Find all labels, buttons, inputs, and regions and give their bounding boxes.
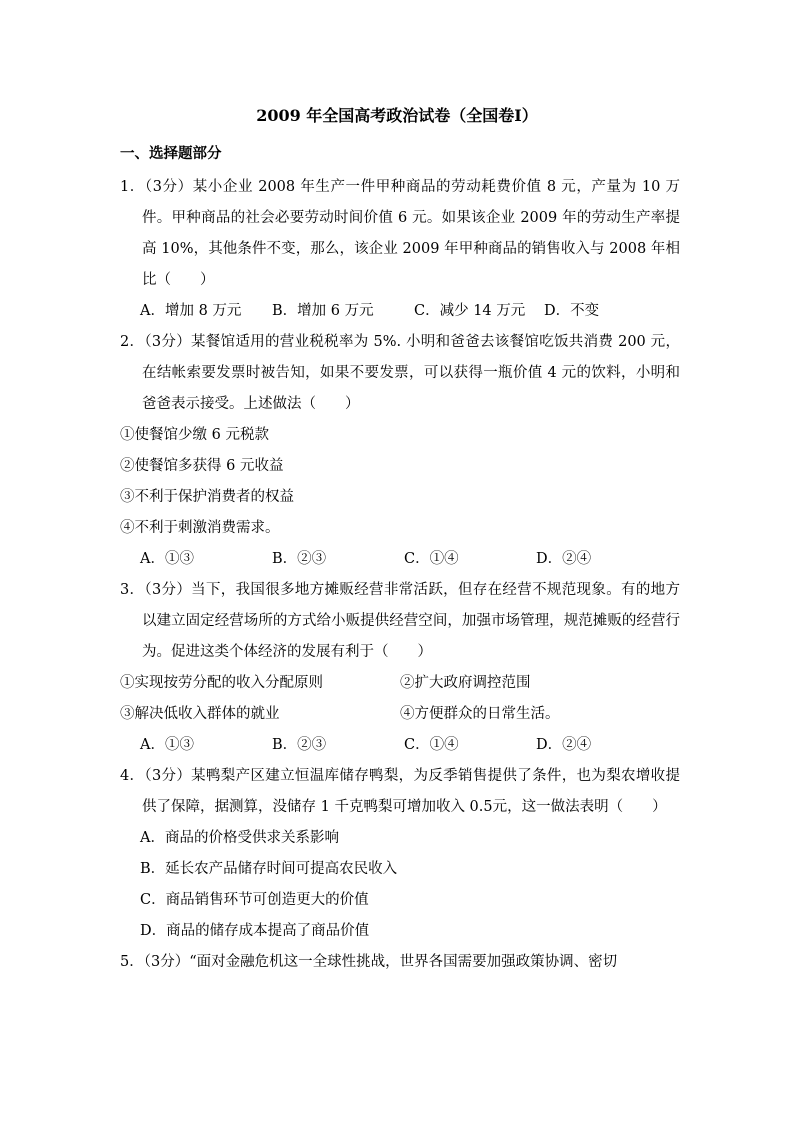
question-3-stem: 3．（3分）当下，我国很多地方摊贩经营非常活跃，但存在经营不规范现象。有的地方以建立固定经营场所的方式给小贩提供经营空间，加强市场管理，规范摊贩的经营行为。促进这类个体经济的发展有利于（ ） xyxy=(120,582,680,660)
option-b: B．延长农产品储存时间可提高农民收入 xyxy=(140,861,398,877)
option-b: B．②③ xyxy=(272,551,327,567)
option-b: B．②③ xyxy=(272,737,327,753)
option-c: C．商品销售环节可创造更大的价值 xyxy=(140,892,369,908)
option-d: D．②④ xyxy=(536,737,592,753)
question-1-stem: 1．（3分）某小企业 2008 年生产一件甲种商品的劳动耗费价值 8 元，产量为 10 万件。甲种商品的社会必要劳动时间价值 6 元。如果该企业 2009 年的劳动生产率提高 10%，其他条件不变，那么，该企业 2009 年甲种商品的销售收入与 2008 年相比（ ） xyxy=(120,179,680,288)
statement-3: ③不利于保护消费者的权益 xyxy=(120,489,294,505)
option-b: B．增加 6 万元 xyxy=(272,303,374,319)
question-2-stem: 2．（3分）某餐馆适用的营业税税率为 5%. 小明和爸爸去该餐馆吃饭共消费 200 元，在结帐索要发票时被告知，如果不要发票，可以获得一瓶价值 4 元的饮料，小明和爸爸表示接受。上述做法（ ） xyxy=(120,334,680,412)
statement-1: ①使餐馆少缴 6 元税款 xyxy=(120,427,269,443)
question-1-options xyxy=(120,296,680,327)
option-d: D．②④ xyxy=(536,551,592,567)
question-list xyxy=(120,172,680,978)
option-d: D．商品的储存成本提高了商品价值 xyxy=(140,923,370,939)
option-a: A．①③ xyxy=(140,551,194,567)
section-heading: 一、选择题部分 xyxy=(120,145,222,162)
statement-row-2 xyxy=(120,699,680,730)
question-2-options xyxy=(120,544,680,575)
option-a: A．商品的价格受供求关系影响 xyxy=(140,830,339,846)
statement-3: ③解决低收入群体的就业 xyxy=(120,706,280,722)
statement-row-1 xyxy=(120,668,680,699)
statement-4: ④不利于刺激消费需求。 xyxy=(120,520,280,536)
option-a: A．①③ xyxy=(140,737,194,753)
option-c: C．①④ xyxy=(404,551,459,567)
statement-4: ④方便群众的日常生活。 xyxy=(400,706,560,722)
option-a: A．增加 8 万元 xyxy=(140,303,242,319)
option-c: C．减少 14 万元 xyxy=(414,303,526,319)
question-3-options xyxy=(120,730,680,761)
statement-1: ①实现按劳分配的收入分配原则 xyxy=(120,675,323,691)
option-c: C．①④ xyxy=(404,737,459,753)
question-5-stem: 5．（3分）“面对金融危机这一全球性挑战，世界各国需要加强政策协调、密切 xyxy=(120,954,618,970)
question-4-stem: 4．（3分）某鸭梨产区建立恒温库储存鸭梨，为反季销售提供了条件，也为梨农增收提供了保障，据测算，没储存 1 千克鸭梨可增加收入 0.5元，这一做法表明（ ） xyxy=(120,768,680,815)
page-title: 2009 年全国高考政治试卷（全国卷Ⅰ） xyxy=(256,106,538,125)
statement-2: ②使餐馆多获得 6 元收益 xyxy=(120,458,284,474)
option-d: D．不变 xyxy=(544,303,600,319)
statement-2: ②扩大政府调控范围 xyxy=(400,675,531,691)
